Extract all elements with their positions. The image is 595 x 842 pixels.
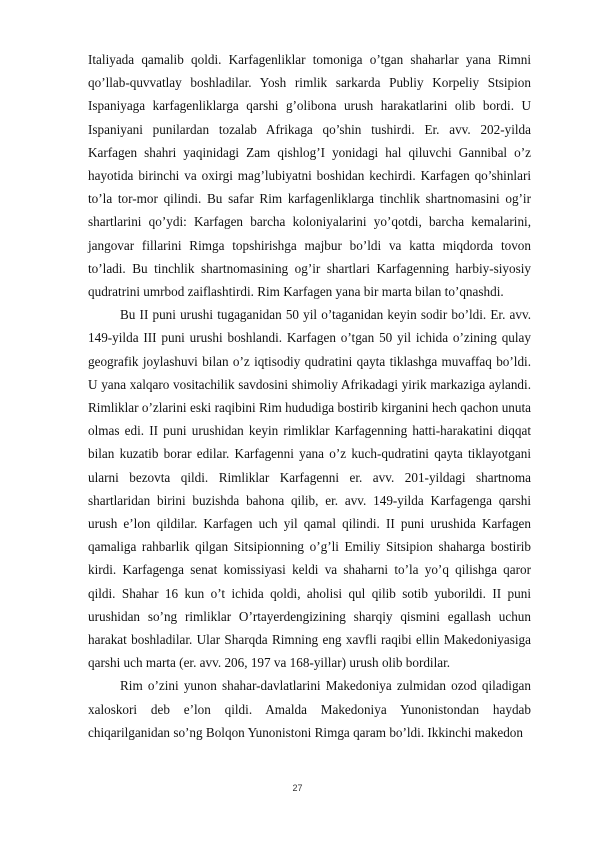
paragraph-3: Rim o’zini yunon shahar-davlatlarini Makedoniya zulmidan ozod qiladigan xaloskori deb e’lon qildi. Amalda Makedoniya Yunonistondan haydab chiqarilganidan so’ng Bolqon Yunonistoni Rimga qaram bo’ldi. Ikkinchi makedon (88, 678, 531, 740)
paragraph-1: Italiyada qamalib qoldi. Karfagenliklar tomoniga o’tgan shaharlar yana Rimni qo’llab-quvvatlay boshladilar. Yosh rimlik sarkarda Publiy Korpeliy Stsipion Ispaniyaga karfagenliklarga qarshi g’olibona urush harakatlarini olib bordi. U Ispaniyani punilardan tozalab Afrikaga qo’shin tushirdi. Er. avv. 202-yilda Karfagen shahri yaqinidagi Zam qishlog’I yonidagi hal qiluvchi Gannibal o’z hayotida birinchi va oxirgi mag’lubiyatni boshidan kechirdi. Karfagen qo’shinlari to’la tor-mor qilindi. Bu safar Rim karfagenliklarga tinchlik shartnomasini og’ir shartlarini qo’ydi: Karfagen barcha koloniyalarini yo’qotdi, barcha kemalarini, jangovar fillarini Rimga topshirishga majbur bo’ldi va katta miqdorda tovon to’ladi. Bu tinchlik shartnomasining og’ir shartlari Karfagenning harbiy-siyosiy qudratrini umrbod zaiflashtirdi. Rim Karfagen yana bir marta bilan to’qnashdi. (88, 52, 531, 300)
page-number: 27 (292, 783, 303, 793)
paragraph-2: Bu II puni urushi tugaganidan 50 yil o’taganidan keyin sodir bo’ldi. Er. avv. 149-yilda III puni urushi boshlandi. Karfagen o’tgan 50 yil ichida o’zining qulay geografik joylashuvi bilan o’z iqtisodiy qudratini qayta tiklashga muvaffaq bo’ldi. U yana xalqaro vositachilik savdosini shimoliy Afrikadagi yirik markaziga aylandi. Rimliklar o’zlarini eski raqibini Rim hududiga bostirib kirganini hech qachon unuta olmas edi. II puni urushidan keyin rimliklar Karfagenning hatti-harakatini diqqat bilan kuzatib borar edilar. Karfagenni yana o’z kuch-qudratini qayta tiklayotgani ularni bezovta qildi. Rimliklar Karfagenni er. avv. 201-yildagi shartnoma shartlaridan birini buzishda bahona qilib, er. avv. 149-yilda Karfagenga qarshi urush e’lon qildilar. Karfagen uch yil qamal qilindi. II puni urushida Karfagen qamaliga rahbarlik qilgan Sitsipionning o’g’li Emiliy Sitsipion shaharga bostirib kirdi. Karfagenga senat komissiyasi keldi va shaharni to’la yo’q qilishga qaror qildi. Shahar 16 kun o’t ichida qoldi, aholisi qul qilib sotib yuborildi. II puni urushidan so’ng rimliklar O’rtayerdengizining sharqiy qismini egallash uchun harakat boshladilar. Ular Sharqda Rimning eng xavfli raqibi ellin Makedoniyasiga qarshi uch marta (er. avv. 206, 197 va 168-yillar) urush olib bordilar. (88, 307, 531, 671)
document-page (88, 48, 531, 744)
